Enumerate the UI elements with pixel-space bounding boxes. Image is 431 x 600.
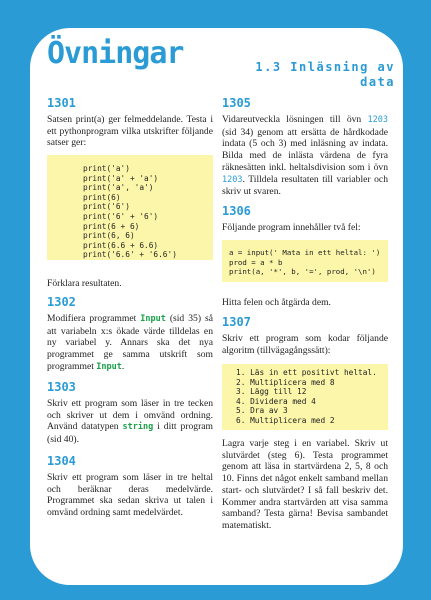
exercise-number-1307: 1307 [222,315,251,329]
exercise-number-1301: 1301 [47,96,76,110]
code-block-1301: print('a') print('a' + 'a') print('a', 'a') print(6) print('6') print('6' + '6') print(6 + 6) print(6, 6) print(6.6 + 6.6) print('6.6' + '6.6') [47,155,213,260]
exercise-text-1304: Skriv ett program som läser in tre heltal och beräknar deras medelvärde. Programmet ska sedan skriva ut talen i omvänd ordning samt medelvärdet. [47,472,213,519]
exercise-number-1306: 1306 [222,204,251,218]
exercise-text-1301: Satsen print(a) ger felmeddelande. Testa i ett pythonprogram vilka utskrifter följande satser ger: [47,114,213,149]
exercise-text-1307: Skriv ett program som kodar följande algoritm (tillvägagångssätt): [222,333,388,356]
exercise-number-1303: 1303 [47,380,76,394]
page-title: Övningar [47,36,184,71]
code-block-1307: 1. Läs in ett positivt heltal. 2. Multiplicera med 8 3. Lägg till 12 4. Dividera med 4 5. Dra av 3 6. Multiplicera med 2 [222,364,388,430]
section-heading: 1.3 Inläsning av data [255,60,395,89]
exercise-after-1306: Hitta felen och åtgärda dem. [222,297,331,308]
exercise-after-1307: Lagra varje steg i en variabel. Skriv ut slutvärdet (steg 6). Testa programmet genom att läsa in startvärdena 2, 5, 8 och 10. Finns det något enkelt samband mellan start- och slutvärdet? I så fall beskriv det. Kommer andra startvärden att visa samma samband? Testa gärna! Bevisa sambandet matematiskt. [222,438,388,531]
exercise-text-1303: Skriv ett program som läser in tre tecken och skriver ut dem i omvänd ordning. Använd datatypen string i ditt program (sid 40). [47,398,213,446]
exercise-number-1302: 1302 [47,295,76,309]
exercise-number-1304: 1304 [47,454,76,468]
exercise-number-1305: 1305 [222,96,251,110]
exercise-text-1305: Vidareutveckla lösningen till övn 1203 (sid 34) genom att ersätta de hårdkodade indata (5 och 3) med inläsning av indata. Bilda med de inlästa värdena de fyra räknesätten inkl. heltalsdivision som i övn 1203. Tilldela resultaten till variabler och skriv ut svaren. [222,114,388,198]
exercise-text-1306: Följande program innehåller två fel: [222,222,361,233]
code-block-1306: a = input(' Mata in ett heltal: ') prod = a * b print(a, '*', b, '=', prod, '\n') [222,240,388,282]
exercise-after-1301: Förklara resultaten. [47,278,122,289]
exercise-text-1302: Modifiera programmet Input (sid 35) så att variabeln x:s ökade värde tilldelas en ny variabel y. Annars ska det nya programmet ge samma utskrift som programmet Input. [47,313,214,372]
